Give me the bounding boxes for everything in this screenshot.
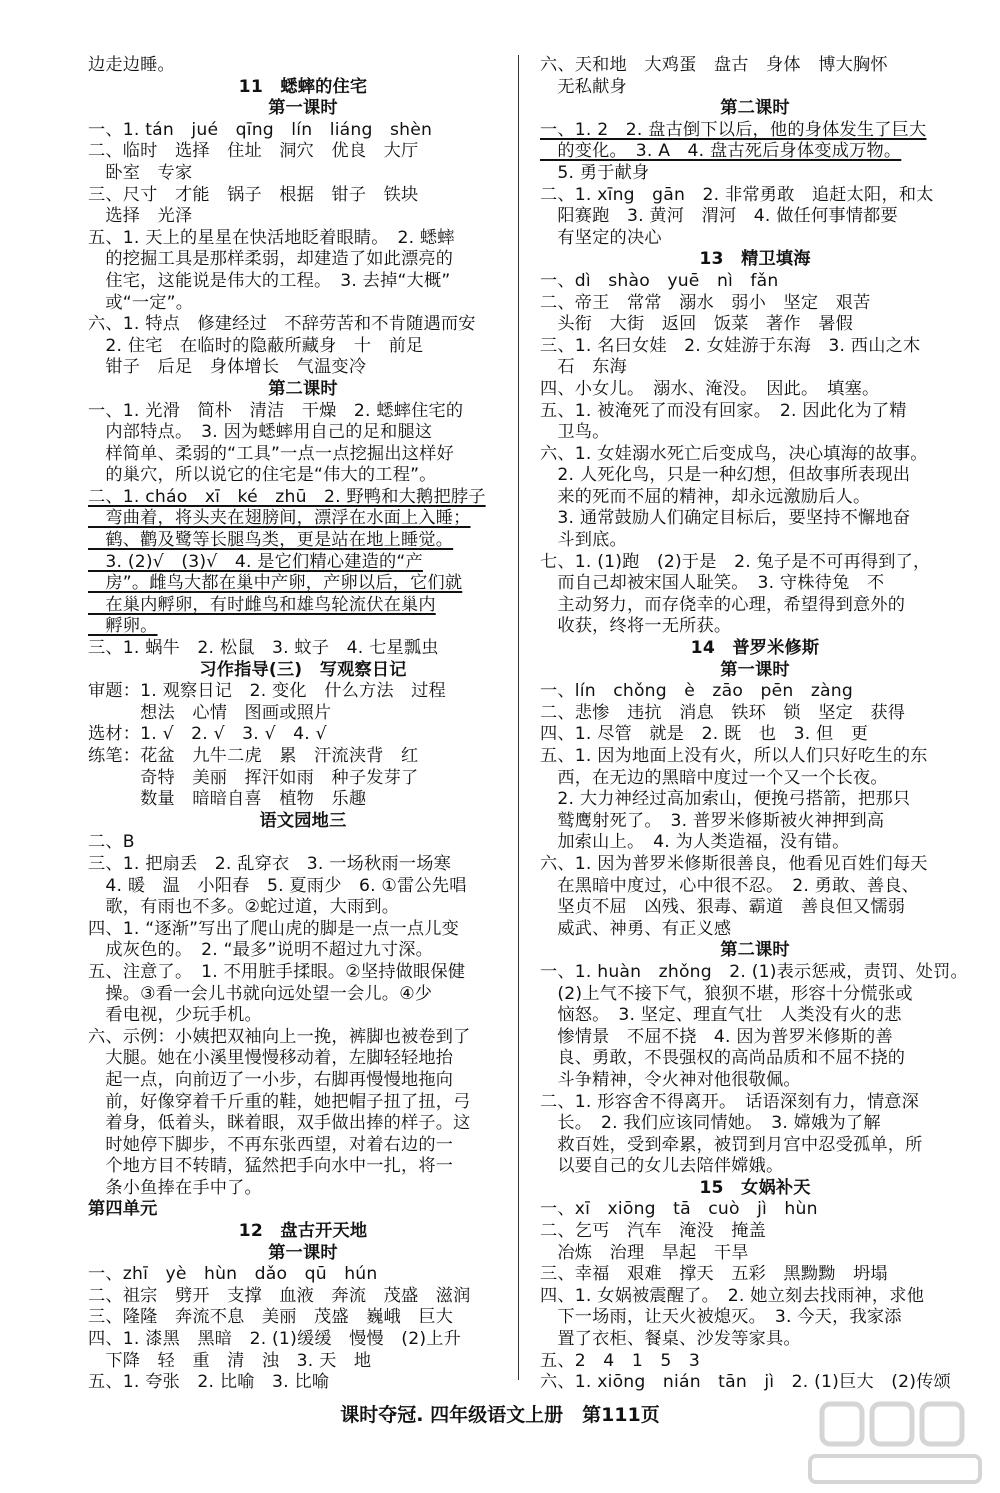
answer-line — [88, 1307, 518, 1329]
answer-text: 卧室 专家 — [88, 162, 193, 183]
answer-line — [540, 876, 970, 898]
answer-line — [88, 552, 518, 574]
answer-line — [540, 1156, 970, 1178]
page-footer: 课时夺冠. 四年级语文上册 第111页 — [340, 1404, 660, 1426]
answer-line — [88, 832, 518, 854]
answer-text: 数量 暗暗自喜 植物 乐趣 — [88, 789, 367, 810]
answer-text: 2. 住宅 在临时的隐蔽所藏身 十 前足 — [88, 335, 424, 356]
answer-text: 下降 轻 重 清 浊 3. 天 地 — [88, 1350, 372, 1371]
answer-text: 五、1. 天上的星星在快活地眨着眼睛。 2. 蟋蟀 — [88, 227, 455, 248]
answer-text: 起一点，向前迈了一小步，右脚再慢慢地拖向 — [88, 1069, 454, 1090]
answer-line — [88, 357, 518, 379]
answer-text: 西，在无边的黑暗中度过一个又一个长夜。 — [540, 767, 888, 788]
answer-text: 二、悲惨 违抗 消息 铁环 锁 坚定 获得 — [540, 702, 906, 723]
answer-text: 着身，低着头，眯着眼，双手做出捧的样子。这 — [88, 1113, 471, 1134]
answer-text: 四、1. 漆黑 黑暗 2. (1)缓缓 慢慢 (2)上升 — [88, 1329, 462, 1350]
answer-line — [88, 401, 518, 423]
answer-line — [540, 336, 970, 358]
answer-line — [540, 1113, 970, 1135]
answer-text: 的巢穴，所以说它的住宅是“伟大的工程”。 — [88, 465, 437, 486]
answer-text: 个地方目不转睛，猛然把手向水中一扎，将一 — [88, 1156, 454, 1177]
left-column — [88, 55, 518, 1394]
answer-line — [88, 1092, 518, 1114]
answer-text: 四、1. “逐渐”写出了爬山虎的脚是一点一点儿变 — [88, 918, 460, 939]
section-heading — [88, 77, 518, 99]
answer-text: 四、1. 尽管 就是 2. 既 也 3. 但 更 — [540, 724, 869, 745]
answer-line — [88, 487, 518, 509]
answer-line — [540, 401, 970, 423]
answer-line — [540, 681, 970, 703]
answer-text: 鹤、鹳及鹭等长腿鸟类，更是站在地上睡觉。 — [88, 530, 454, 551]
answer-line — [88, 1156, 518, 1178]
answer-text: 五、1. 夸张 2. 比喻 3. 比喻 — [88, 1372, 330, 1393]
answer-text: 样简单、柔弱的“工具”一点一点挖掘出这样好 — [88, 443, 454, 464]
answer-line — [540, 854, 970, 876]
answer-text: 5. 勇于献身 — [540, 162, 650, 183]
answer-line — [88, 1070, 518, 1092]
answer-line — [540, 703, 970, 725]
answer-text: 惨情景 不屈不挠 4. 因为普罗米修斯的善 — [540, 1026, 893, 1047]
answer-line — [540, 789, 970, 811]
answer-text: 孵卵。 — [88, 616, 158, 637]
answer-line — [540, 746, 970, 768]
answer-text: 二、1. cháo xī ké zhū 2. 野鸭和大鹅把脖子 — [88, 486, 486, 507]
answer-text: 12 盘古开天地 — [238, 1221, 368, 1242]
answer-text: 的挖掘工具是那样柔弱，却建造了如此漂亮的 — [88, 249, 454, 270]
answer-text: 六、1. 因为普罗米修斯很善良，他看见百姓们每天 — [540, 853, 928, 874]
answer-text: 一、1. huàn zhǒng 2. (1)表示惩戒，责罚、处罚。 — [540, 961, 968, 982]
answer-text: 二、乞丐 汽车 淹没 掩盖 — [540, 1221, 767, 1242]
answer-line — [88, 1199, 518, 1221]
answer-text: 坚贞不屈 凶残、狠毒、霸道 善良但又懦弱 — [540, 897, 906, 918]
answer-text: 而自己却被宋国人耻笑。 3. 守株待兔 不 — [540, 573, 885, 594]
answer-text: 边走边睡。 — [88, 55, 175, 75]
answer-line — [88, 1264, 518, 1286]
answer-text: 想法 心情 图画或照片 — [88, 702, 332, 723]
answer-line — [88, 1113, 518, 1135]
answer-text: 六、1. 特点 修建经过 不辞劳苦和不肯随遇而安 — [88, 314, 476, 335]
answer-text: 有坚定的决心 — [540, 227, 662, 248]
answer-line — [540, 422, 970, 444]
answer-line — [88, 55, 518, 77]
answer-line — [88, 876, 518, 898]
answer-text: 一、1. 光滑 简朴 清洁 干燥 2. 蟋蟀住宅的 — [88, 400, 464, 421]
answer-line — [88, 638, 518, 660]
answer-text: 语文园地三 — [259, 810, 347, 831]
answer-text: 收获，终将一无所获。 — [540, 616, 732, 637]
answer-line — [540, 1027, 970, 1049]
answer-text: 大腿。她在小溪里慢慢移动着，左脚轻轻地抬 — [88, 1048, 454, 1069]
answer-line — [540, 77, 970, 99]
answer-line — [88, 1048, 518, 1070]
answer-line — [88, 185, 518, 207]
answer-text: 13 精卫填海 — [699, 249, 811, 270]
answer-text: 一、1. 2 2. 盘古倒下以后，他的身体发生了巨大 — [540, 119, 927, 140]
answer-line — [540, 616, 970, 638]
answer-line — [88, 141, 518, 163]
answer-line — [88, 1329, 518, 1351]
right-column — [540, 55, 970, 1394]
section-heading — [540, 638, 970, 660]
answer-text: 置了衣柜、餐桌、沙发等家具。 — [540, 1329, 801, 1350]
answer-line — [88, 940, 518, 962]
answer-line — [540, 962, 970, 984]
answer-text: 来的死而不屈的精神，却永远激励后人。 — [540, 486, 871, 507]
answer-line — [88, 508, 518, 530]
answer-line — [540, 984, 970, 1006]
answer-text: 四、1. 女娲被震醒了。 2. 她立刻去找雨神，求他 — [540, 1285, 925, 1306]
answer-text: 第二课时 — [720, 940, 790, 961]
answer-text: 主动努力，而存侥幸的心理，希望得到意外的 — [540, 594, 906, 615]
answer-text: 下一场雨，让天火被熄灭。 3. 今天，我家添 — [540, 1307, 902, 1328]
answer-line — [540, 1005, 970, 1027]
answer-text: 二、B — [88, 832, 135, 853]
answer-text: 阳赛跑 3. 黄河 渭河 4. 做任何事情都要 — [540, 206, 898, 227]
answer-text: 二、祖宗 劈开 支撑 血液 奔流 茂盛 滋润 — [88, 1285, 471, 1306]
answer-text: 弯曲着，将头夹在翅膀间，漂浮在水面上入睡； — [88, 508, 471, 529]
answer-line — [540, 1329, 970, 1351]
answer-text: 斗争精神，令火神对他很敬佩。 — [540, 1069, 801, 1090]
answer-line — [540, 1221, 970, 1243]
answer-text: 选择 光泽 — [88, 206, 193, 227]
answer-text: 15 女娲补天 — [699, 1177, 811, 1198]
answer-text: 的变化。 3. A 4. 盘古死后身体变成万物。 — [540, 141, 902, 162]
answer-line — [540, 1372, 970, 1394]
answer-text: 3. (2)√ (3)√ 4. 是它们精心建造的“产 — [88, 551, 423, 572]
answer-line — [88, 595, 518, 617]
answer-text: 三、尺寸 才能 锅子 根据 钳子 铁块 — [88, 184, 419, 205]
answer-line — [540, 1135, 970, 1157]
answer-text: 七、1. (1)跑 (2)于是 2. 兔子是不可再得到了， — [540, 551, 931, 572]
answer-text: 看电视，少玩手机。 — [88, 1005, 262, 1026]
answer-text: 四、小女儿。 溺水、淹没。 因此。 填塞。 — [540, 378, 880, 399]
answer-text: 或“一定”。 — [88, 292, 194, 313]
section-heading — [88, 1243, 518, 1265]
answer-line — [540, 444, 970, 466]
answer-text: 六、示例：小姨把双袖向上一挽，裤脚也被卷到了 — [88, 1026, 471, 1047]
answer-text: 内部特点。 3. 因为蟋蟀用自己的足和腿这 — [88, 422, 433, 443]
answer-text: 第二课时 — [268, 378, 338, 399]
answer-line — [88, 444, 518, 466]
answer-text: 鹫鹰射死了。 3. 普罗米修斯被火神押到高 — [540, 810, 885, 831]
answer-text: 一、1. tán jué qīng lín liáng shèn — [88, 119, 433, 140]
answer-text: 卫鸟。 — [540, 422, 610, 443]
answer-text: 威武、神勇、有正义感 — [540, 918, 732, 939]
answer-line — [88, 768, 518, 790]
section-heading — [88, 811, 518, 833]
answer-text: 恼怒。 3. 坚定、理直气壮 人类没有火的悲 — [540, 1005, 902, 1026]
answer-text: 救百姓，受到牵累，被罚到月宫中忍受孤单，所 — [540, 1134, 923, 1155]
answer-text: 3. 通常鼓励人们确定目标后，要坚持不懈地奋 — [540, 508, 911, 529]
answer-line — [540, 1243, 970, 1265]
answer-line — [88, 1286, 518, 1308]
answer-line — [540, 293, 970, 315]
answer-text: 石 东海 — [540, 357, 627, 378]
answer-text: 加索山上。 4. 为人类造福，没有错。 — [540, 832, 850, 853]
answer-text: (2)上气不接下气，狼狈不堪，形容十分慌张或 — [540, 983, 913, 1004]
answer-line — [88, 789, 518, 811]
answer-line — [540, 465, 970, 487]
answer-text: 长。 2. 我们应该同情她。 3. 嫦娥为了解 — [540, 1113, 881, 1134]
answer-line — [88, 271, 518, 293]
answer-line — [540, 55, 970, 77]
answer-text: 房”。雌鸟大都在巢中产卵，产卵以后，它们就 — [88, 573, 463, 594]
answer-line — [88, 854, 518, 876]
answer-text: 奇特 美丽 挥汗如雨 种子发芽了 — [88, 767, 419, 788]
answer-text: 一、zhī yè hùn dǎo qū hún — [88, 1264, 378, 1285]
answer-text: 无私献身 — [540, 76, 627, 97]
answer-line — [88, 228, 518, 250]
answer-text: 一、lín chǒng è zāo pēn zàng — [540, 681, 853, 702]
answer-text: 斗到底。 — [540, 530, 627, 551]
answer-line — [88, 746, 518, 768]
section-heading — [540, 1178, 970, 1200]
answer-line — [540, 487, 970, 509]
column-divider — [518, 55, 519, 1380]
answer-line — [88, 314, 518, 336]
answer-text: 五、1. 因为地面上没有火，所以人们只好吃生的东 — [540, 746, 928, 766]
answer-text: 第一课时 — [268, 98, 338, 119]
answer-text: 三、1. 蜗牛 2. 松鼠 3. 蚊子 4. 七星瓢虫 — [88, 638, 439, 659]
answer-line — [540, 141, 970, 163]
answer-line — [88, 703, 518, 725]
answer-line — [540, 228, 970, 250]
answer-text: 14 普罗米修斯 — [690, 638, 820, 659]
answer-text: 2. 大力神经过高加索山，便挽弓搭箭，把那只 — [540, 789, 911, 810]
answer-text: 五、1. 被淹死了而没有回家。 2. 因此化为了精 — [540, 400, 907, 421]
answer-line — [88, 1178, 518, 1200]
answer-line — [540, 595, 970, 617]
answer-text: 在黑暗中度过，心中很不忍。 2. 勇敢、善良、 — [540, 875, 920, 896]
answer-text: 以要自己的女儿去陪伴嫦娥。 — [540, 1156, 784, 1177]
answer-line — [88, 293, 518, 315]
answer-text: 在巢内孵卵，有时雌鸟和雄鸟轮流伏在巢内 — [88, 594, 436, 615]
answer-line — [540, 530, 970, 552]
answer-text: 成灰色的。 2. “最多”说明不超过九寸深。 — [88, 940, 434, 961]
answer-text: 选材：1. √ 2. √ 3. √ 4. √ — [88, 724, 327, 745]
answer-line — [540, 811, 970, 833]
answer-line — [540, 1070, 970, 1092]
answer-text: 三、隆隆 奔流不息 美丽 茂盛 巍峨 巨大 — [88, 1307, 454, 1328]
answer-line — [540, 573, 970, 595]
answer-line — [540, 206, 970, 228]
answer-line — [88, 120, 518, 142]
answer-text: 冶炼 治理 旱起 干旱 — [540, 1242, 749, 1263]
answer-text: 五、注意了。 1. 不用脏手揉眼。②坚持做眼保健 — [88, 961, 466, 982]
answer-text: 第一课时 — [268, 1242, 338, 1263]
answer-line — [88, 897, 518, 919]
answer-line — [88, 530, 518, 552]
answer-text: 11 蟋蟀的住宅 — [238, 76, 368, 97]
answer-line — [540, 120, 970, 142]
answer-text: 三、1. 名曰女娃 2. 女娃游于东海 3. 西山之木 — [540, 335, 921, 356]
answer-text: 钳子 后足 身体增长 气温变冷 — [88, 357, 367, 378]
section-heading — [88, 379, 518, 401]
answer-line — [88, 616, 518, 638]
answer-text: 二、临时 选择 住址 洞穴 优良 大厅 — [88, 141, 419, 162]
answer-text: 一、dì shào yuē nì fǎn — [540, 270, 779, 291]
answer-text: 三、幸福 艰难 撑天 五彩 黑黝黝 坍塌 — [540, 1264, 888, 1285]
answer-line — [540, 1351, 970, 1373]
answer-line — [88, 573, 518, 595]
answer-text: 操。③看一会儿书就向远处望一会儿。④少 — [88, 983, 433, 1004]
answer-text: 一、xī xiōng tā cuò jì hùn — [540, 1199, 818, 1220]
answer-line — [88, 681, 518, 703]
section-heading — [540, 249, 970, 271]
answer-line — [88, 962, 518, 984]
answer-text: 习作指导(三) 写观察日记 — [199, 659, 407, 680]
answer-line — [540, 552, 970, 574]
answer-text: 二、帝王 常常 溺水 弱小 坚定 艰苦 — [540, 292, 871, 313]
answer-text: 时她停下脚步，不再东张西望，对着右边的一 — [88, 1134, 454, 1155]
answer-line — [88, 206, 518, 228]
answer-line — [540, 1048, 970, 1070]
answer-text: 头衔 大街 返回 饭菜 著作 暑假 — [540, 314, 853, 335]
answer-line — [88, 984, 518, 1006]
answer-line — [88, 163, 518, 185]
answer-line — [540, 1264, 970, 1286]
answer-line — [540, 768, 970, 790]
answer-line — [88, 336, 518, 358]
answer-line — [540, 919, 970, 941]
answer-text: 审题：1. 观察日记 2. 变化 什么方法 过程 — [88, 681, 446, 702]
answer-text: 第二课时 — [720, 98, 790, 119]
answer-text: 第四单元 — [88, 1199, 158, 1220]
answer-line — [540, 314, 970, 336]
answer-line — [88, 465, 518, 487]
answer-line — [88, 1351, 518, 1373]
answer-line — [540, 185, 970, 207]
answer-line — [540, 357, 970, 379]
answer-text: 二、1. 形容舍不得离开。 话语深刻有力，情意深 — [540, 1091, 920, 1112]
answer-text: 歌，有雨也不多。②蛇过道，大雨到。 — [88, 897, 400, 918]
answer-line — [88, 919, 518, 941]
answer-text: 良、勇敢，不畏强权的高尚品质和不屈不挠的 — [540, 1048, 906, 1069]
answer-text: 六、1. xiōng nián tān jì 2. (1)巨大 (2)传颂 — [540, 1372, 951, 1393]
answer-text: 条小鱼捧在手中了。 — [88, 1177, 262, 1198]
answer-line — [88, 1372, 518, 1394]
answer-line — [88, 1005, 518, 1027]
answer-text: 五、2 4 1 5 3 — [540, 1350, 701, 1371]
answer-line — [88, 724, 518, 746]
section-heading — [540, 98, 970, 120]
answer-text: 二、1. xīng gān 2. 非常勇敢 追赶太阳，和太 — [540, 184, 934, 205]
section-heading — [540, 940, 970, 962]
answer-line — [540, 271, 970, 293]
answer-line — [540, 897, 970, 919]
answer-text: 练笔：花盆 九牛二虎 累 汗流浃背 红 — [88, 746, 419, 766]
answer-line — [540, 724, 970, 746]
answer-line — [88, 249, 518, 271]
answer-line — [540, 379, 970, 401]
section-heading — [88, 660, 518, 682]
section-heading — [540, 660, 970, 682]
answer-text: 4. 暖 温 小阳春 5. 夏雨少 6. ①雷公先唱 — [88, 875, 467, 896]
answer-text: 前，好像穿着千斤重的鞋，她把帽子扭了扭，弓 — [88, 1091, 471, 1112]
answer-line — [88, 422, 518, 444]
answer-line — [88, 1135, 518, 1157]
answer-line — [540, 1286, 970, 1308]
answer-text: 三、1. 把扇丢 2. 乱穿衣 3. 一场秋雨一场寒 — [88, 853, 451, 874]
answer-line — [88, 1027, 518, 1049]
answer-line — [540, 832, 970, 854]
answer-line — [540, 1307, 970, 1329]
answer-text: 六、1. 女娃溺水死亡后变成鸟，决心填海的故事。 — [540, 443, 928, 464]
answer-text: 2. 人死化鸟，只是一种幻想，但故事所表现出 — [540, 465, 911, 486]
answer-line — [540, 163, 970, 185]
answer-line — [540, 1092, 970, 1114]
answer-line — [540, 1199, 970, 1221]
answer-text: 六、天和地 大鸡蛋 盘古 身体 博大胸怀 — [540, 55, 888, 75]
answer-line — [540, 508, 970, 530]
answer-text: 住宅，这能说是伟大的工程。 3. 去掉“大概” — [88, 270, 451, 291]
section-heading — [88, 98, 518, 120]
section-heading — [88, 1221, 518, 1243]
answer-text: 第一课时 — [720, 659, 790, 680]
